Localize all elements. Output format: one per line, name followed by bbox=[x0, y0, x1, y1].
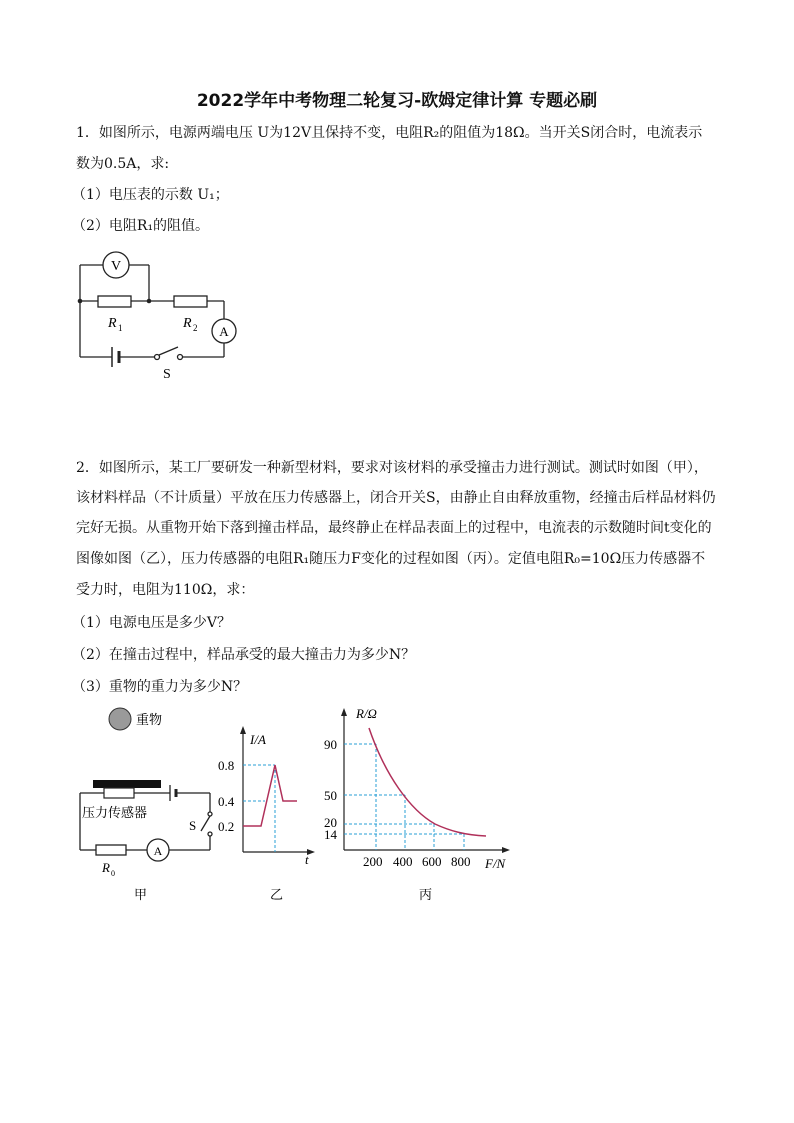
q1-sub-2: （2）电阻R₁的阻值。 bbox=[72, 218, 210, 234]
q2-sub-2: （2）在撞击过程中，样品承受的最大撞击力为多少N？ bbox=[72, 647, 416, 663]
switch-label: S bbox=[163, 367, 171, 382]
x-axis-label: t bbox=[305, 852, 309, 867]
junction-dot bbox=[147, 299, 152, 304]
q2-circuit-figure-jia bbox=[70, 700, 230, 914]
ammeter-label: A bbox=[219, 324, 229, 339]
q2-line-1: 2．如图所示，某工厂要研发一种新型材料，要求对该材料的承受撞击力进行测试。测试时如图（甲）， bbox=[76, 460, 708, 476]
weight-ball-icon bbox=[109, 708, 131, 730]
sensor-label: 压力传感器 bbox=[82, 805, 148, 820]
switch-label: S bbox=[189, 818, 197, 833]
pressure-sensor-icon bbox=[104, 788, 134, 798]
x-tick-label: 600 bbox=[422, 854, 442, 869]
x-axis-label: F/N bbox=[485, 856, 506, 871]
r0-subscript: 0 bbox=[111, 869, 115, 878]
page-title: 2022学年中考物理二轮复习-欧姆定律计算 专题必刷 bbox=[196, 91, 598, 111]
r1-subscript: 1 bbox=[118, 323, 123, 333]
y-axis-arrow-icon bbox=[240, 726, 246, 734]
junction-dot bbox=[78, 299, 83, 304]
r1-label: R bbox=[108, 316, 117, 331]
switch-icon bbox=[208, 832, 212, 836]
r2-subscript: 2 bbox=[193, 323, 198, 333]
q1-line-2: 数为0.5A，求: bbox=[76, 156, 170, 172]
y-tick-label: 50 bbox=[324, 788, 337, 803]
r2-label: R bbox=[183, 316, 192, 331]
r1-resistor-icon bbox=[98, 296, 131, 307]
q1-sub-1: （1）电压表的示数 U₁； bbox=[72, 187, 229, 203]
q2-sub-3: （3）重物的重力为多少N？ bbox=[72, 679, 248, 695]
x-tick-label: 200 bbox=[363, 854, 383, 869]
switch-icon bbox=[201, 816, 210, 831]
weight-label: 重物 bbox=[136, 712, 163, 727]
q2-sub-1: （1）电源电压是多少V？ bbox=[72, 615, 232, 631]
voltmeter-label: V bbox=[110, 259, 122, 274]
q2-current-graph-yi bbox=[215, 720, 325, 914]
caption-bing: 丙 bbox=[419, 887, 433, 902]
x-tick-label: 400 bbox=[393, 854, 413, 869]
q1-line-1: 1．如图所示，电源两端电压 U为12V且保持不变，电阻R₂的阻值为18Ω。当开关S闭合时，电流表示 bbox=[76, 125, 703, 141]
q2-line-4: 图像如图（乙），压力传感器的电阻R₁随压力F变化的过程如图（丙）。定值电阻R₀=10Ω压力传感器不 bbox=[76, 551, 706, 567]
y-tick-label: 0.8 bbox=[218, 758, 235, 773]
y-axis-label: R/Ω bbox=[356, 706, 377, 721]
current-curve bbox=[243, 765, 297, 826]
ammeter-label: A bbox=[153, 844, 163, 858]
y-axis-arrow-icon bbox=[341, 708, 347, 716]
switch-icon bbox=[155, 355, 160, 360]
y-tick-label: 20 bbox=[324, 815, 337, 830]
q2-resistance-graph-bing bbox=[320, 700, 520, 914]
q2-line-2: 该材料样品（不计质量）平放在压力传感器上，闭合开关S，由静止自由释放重物，经撞击后样品材料仍 bbox=[76, 490, 716, 506]
switch-icon bbox=[178, 355, 183, 360]
q2-line-3: 完好无损。从重物开始下落到撞击样品，最终静止在样品表面上的过程中，电流表的示数随时间t变化的 bbox=[76, 520, 712, 536]
x-tick-label: 800 bbox=[451, 854, 471, 869]
q2-line-5: 受力时，电阻为110Ω，求： bbox=[76, 582, 255, 598]
x-axis-arrow-icon bbox=[502, 847, 510, 853]
q1-circuit-figure bbox=[70, 245, 250, 389]
switch-icon bbox=[208, 812, 212, 816]
y-tick-label: 0.2 bbox=[218, 819, 235, 834]
caption-yi: 乙 bbox=[270, 887, 284, 902]
r0-resistor-icon bbox=[96, 845, 126, 855]
r2-resistor-icon bbox=[174, 296, 207, 307]
y-axis-label: I/A bbox=[250, 732, 266, 747]
resistance-curve bbox=[369, 728, 486, 836]
r0-label: R bbox=[102, 860, 110, 875]
caption-jia: 甲 bbox=[134, 887, 148, 902]
sample-material-icon bbox=[93, 780, 161, 788]
y-tick-label: 0.4 bbox=[218, 794, 235, 809]
y-tick-label: 14 bbox=[324, 827, 337, 842]
y-tick-label: 90 bbox=[324, 737, 337, 752]
switch-icon bbox=[159, 347, 178, 355]
